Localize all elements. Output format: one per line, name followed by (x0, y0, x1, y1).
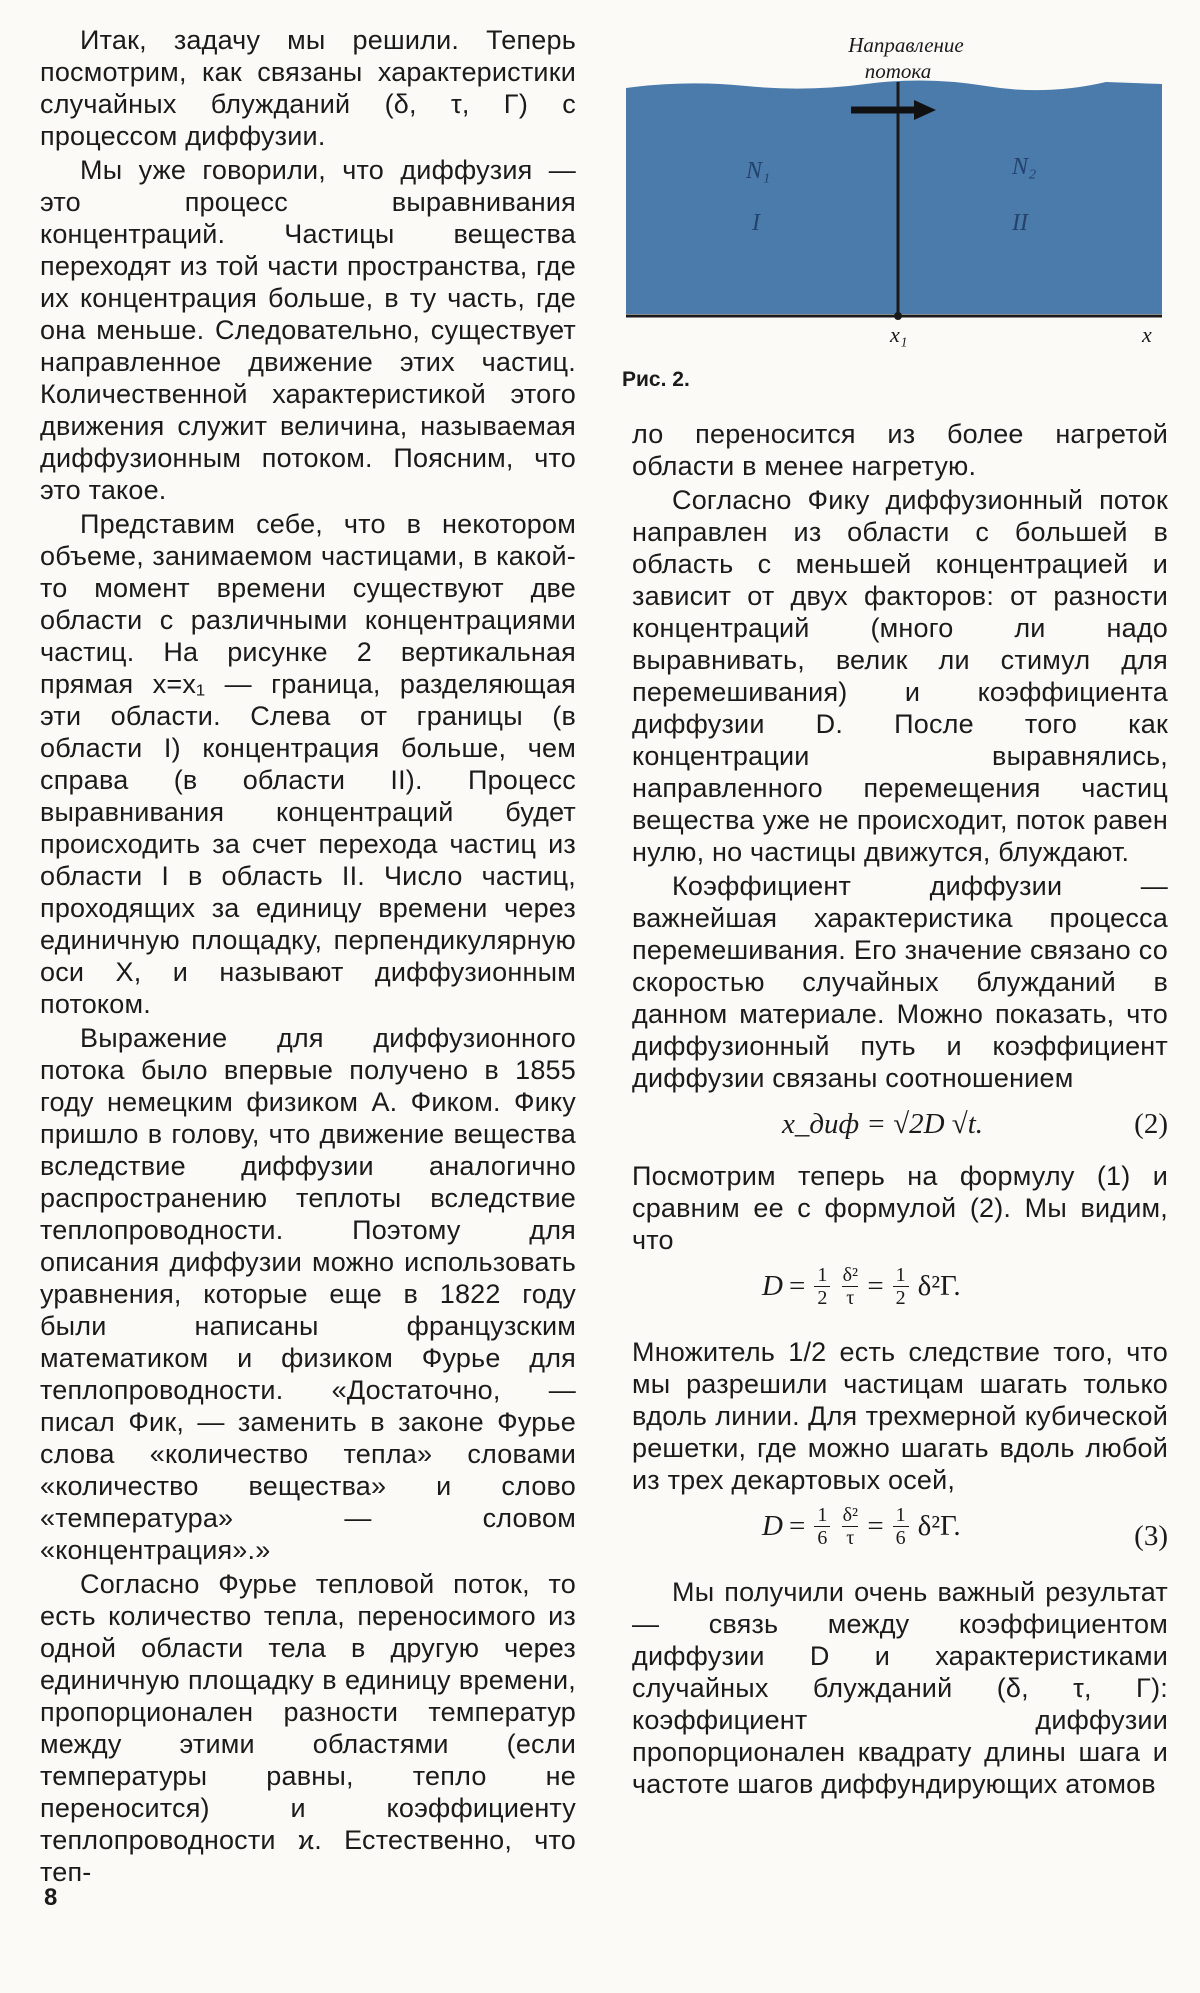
figure-diffusion-flow (626, 30, 1162, 350)
formula-2-expression: x_диф = √2D √t. (782, 1108, 984, 1140)
x-label: x (1142, 322, 1152, 347)
paragraph: Мы получили очень важный результат — связь между коэффициентом диффузии D и характеристиками случайных блужданий (δ, τ, Γ): коэффициент диффузии пропорционален квадрату длины шага и частоте шагов диффундирующих атомов (632, 1577, 1168, 1799)
flow-label-1: Направление (848, 33, 964, 57)
formula-lhs: D (762, 1510, 783, 1542)
fraction: $\frac{1}{6}$ (893, 1504, 909, 1549)
n2-label: N₂ (1012, 154, 1037, 180)
left-column (40, 24, 576, 1890)
paragraph: Согласно Фурье тепловой поток, то есть количество тепла, переносимого из одной области тела в другую через единичную площадку в единицу времени, пропорционален разности температур между этими областями (если температуры равны, тепло не переносится) и коэффициенту теплопроводности ϰ. Естественно, что теп- (40, 1569, 576, 1887)
fraction: $\frac{\text{δ²}}{\tau}$ (842, 1504, 859, 1549)
paragraph: Представим себе, что в некотором объеме, занимаемом частицами, в какой-то момент времени существуют две области с различными концентрациями частиц. На рисунке 2 вертикальная прямая x=x₁ — граница, разделяющая эти области. Слева от границы (в области I) концентрация больше, чем справа (в области II). Процесс выравнивания концентраций будет происходить за счет перехода частиц из области I в область II. Число частиц, проходящих за единицу времени через единичную площадку, перпендикулярную оси X, и называют диффузионным потоком. (40, 509, 576, 1019)
formula-d-half: D = $\frac{1}{2}$ $\frac{\text{δ²}}{\tau}$ = $\frac{1}{2}$ δ²Γ. (762, 1264, 961, 1309)
paragraph: Посмотрим теперь на формулу (1) и сравним ее с формулой (2). Мы видим, что (632, 1161, 1168, 1255)
formula-3-number: (3) (1134, 1520, 1168, 1552)
x1-mark (894, 312, 902, 320)
region-1-label: I (752, 210, 760, 236)
x1-label: x₁ (890, 322, 908, 347)
right-column (632, 418, 1168, 1802)
figure-caption: Рис. 2. (622, 368, 690, 391)
fraction: $\frac{1}{2}$ (893, 1264, 909, 1309)
fraction: $\frac{\text{δ²}}{\tau}$ (842, 1264, 859, 1309)
paragraph: Коэффициент диффузии — важнейшая характеристика процесса перемешивания. Его значение связано со скоростью случайных блужданий в данном материале. Можно показать, что диффузионный путь и коэффициент диффузии связаны соотношением (632, 871, 1168, 1093)
paragraph: Мы уже говорили, что диффузия — это процесс выравнивания концентраций. Частицы вещества переходят из той части пространства, где их концентрация больше, в ту часть, где она меньше. Следовательно, существует направленное движение этих частиц. Количественной характеристикой этого движения служит величина, называемая диффузионным потоком. Поясним, что это такое. (40, 155, 576, 505)
fraction: $\frac{1}{2}$ (814, 1264, 830, 1309)
paragraph: Итак, задачу мы решили. Теперь посмотрим, как связаны характеристики случайных блужданий (δ, τ, Γ) с процессом диффузии. (40, 25, 576, 151)
paragraph: Выражение для диффузионного потока было впервые получено в 1855 году немецким физиком А. Фиком. Фику пришло в голову, что движение вещества вследствие диффузии аналогично распространению теплоты вследствие теплопроводности. Поэтому для описания диффузии можно использовать уравнения, которые еще в 1822 году были написаны французским математиком и физиком Фурье для теплопроводности. «Достаточно, — писал Фик, — заменить в законе Фурье слова «количество тепла» словами «количество вещества» и слово «температура» — словом «концентрация».» (40, 1023, 576, 1565)
flow-label-2: потока (864, 59, 932, 83)
formula-tail: δ²Γ. (917, 1270, 961, 1302)
paragraph: ло переносится из более нагретой области в менее нагретую. (632, 419, 1168, 481)
n1-label: N₁ (746, 158, 771, 184)
page-number: 8 (44, 1884, 58, 1911)
paragraph: Согласно Фику диффузионный поток направлен из области с большей в область с меньшей концентрацией и зависит от двух факторов: от разности концентраций (много ли надо выравнивать, велик ли стимул для перемешивания) и коэффициента диффузии D. После того как концентрации выравнялись, направленного перемещения частиц вещества уже не происходит, поток равен нулю, но частицы движутся, блуждают. (632, 485, 1168, 867)
formula-tail: δ²Γ. (917, 1510, 961, 1542)
region-2-label: II (1012, 210, 1028, 236)
paragraph: Множитель 1/2 есть следствие того, что мы разрешили частицам шагать только вдоль линии. Для трехмерной кубической решетки, где можно шагать вдоль любой из трех декартовых осей, (632, 1337, 1168, 1495)
formula-2-number: (2) (1134, 1108, 1168, 1140)
concentration-area (626, 80, 1162, 314)
formula-3: D = $\frac{1}{6}$ $\frac{\text{δ²}}{\tau}$ = $\frac{1}{6}$ δ²Γ. (3) (762, 1504, 1168, 1552)
fraction: $\frac{1}{6}$ (814, 1504, 830, 1549)
formula-lhs: D (762, 1270, 783, 1302)
formula-2 (632, 1096, 1168, 1160)
